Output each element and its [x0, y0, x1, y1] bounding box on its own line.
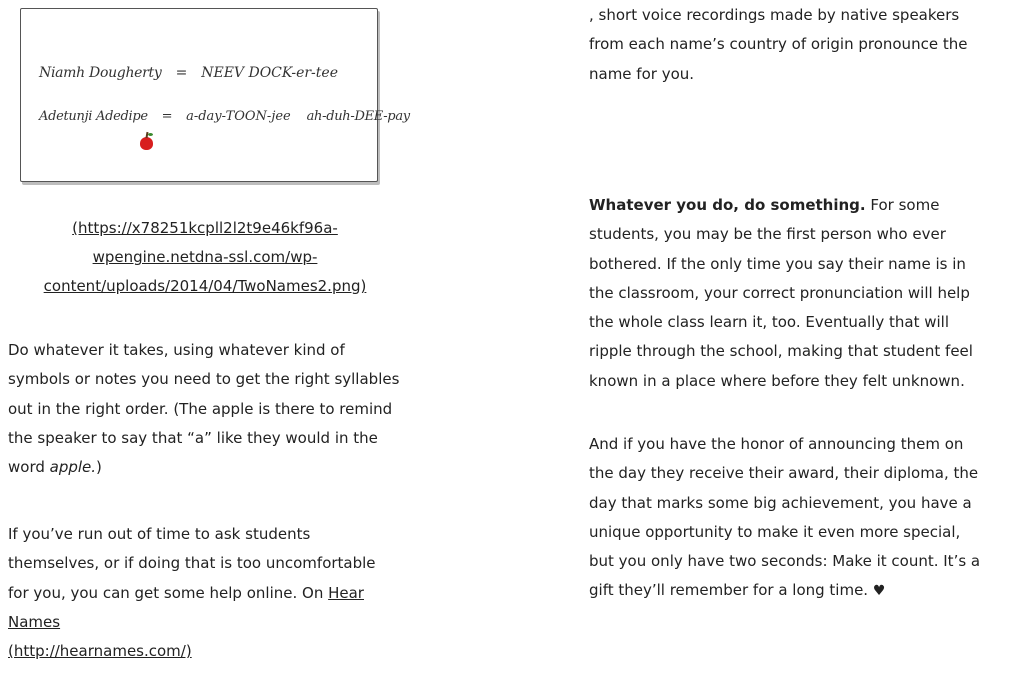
emphasis-text: apple. — [49, 458, 97, 477]
image-url-line[interactable]: (https://x78251kcpll2l2t9e46kf96a- — [72, 219, 338, 237]
paragraph — [589, 1, 969, 89]
paragraph-text: For some students, you may be the first person who ever bothered. If the only time you say their name is in the classroom, your correct pronunciation will help the whole class learn it, too. Eventually that will ripple through the school, making that student feel known in a place where before they felt unknown. — [589, 196, 973, 390]
bold-lead-text: Whatever you do, do something. — [589, 196, 866, 214]
paragraph — [8, 336, 400, 482]
pronunciation-text: NEEV DOCK-er-tee — [201, 65, 338, 81]
image-url-line[interactable]: wpengine.netdna-ssl.com/wp- — [92, 248, 318, 266]
heart-icon: ♥ — [872, 583, 886, 600]
image-url-line[interactable]: content/uploads/2014/04/TwoNames2.png) — [43, 277, 367, 295]
paragraph-text: If you’ve run out of time to ask students themselves, or if doing that is too uncomfortable for you, you can get some help online. On — [8, 525, 376, 602]
paragraph-text: Do whatever it takes, using whatever kind of symbols or notes you need to get the right syllables out in the right order. (The apple is there to remind the speaker to say that “a” like they would in the word — [8, 341, 400, 477]
pronunciation-text: ah-duh-DEE-pay — [306, 109, 410, 124]
pronunciation-row — [39, 65, 338, 81]
pronunciation-text: a-day-TOON-jee — [186, 109, 291, 124]
image-source-link[interactable] — [0, 214, 410, 301]
name-text: Adetunji Adedipe — [39, 109, 148, 124]
paragraph — [589, 430, 981, 607]
paragraph — [589, 191, 981, 396]
paragraph — [8, 520, 388, 666]
hear-names-url-link[interactable]: (http://hearnames.com/) — [8, 642, 192, 661]
equals-sign: = — [161, 109, 173, 124]
paragraph-text: And if you have the honor of announcing them on the day they receive their award, their diploma, the day that marks some big achievement, you have a unique opportunity to make it even more special, but you only have two seconds: Make it count. It’s a gift they’ll remember for a long time. — [589, 435, 981, 600]
pronunciation-row — [39, 109, 410, 124]
name-text: Niamh Dougherty — [39, 65, 162, 81]
paragraph-text: ) — [96, 458, 102, 477]
hear-names-link[interactable]: Hear Names — [8, 583, 364, 631]
paragraph-text: , short voice recordings made by native speakers from each name’s country of origin pronounce the name for you. — [589, 6, 968, 83]
equals-sign: = — [175, 65, 188, 81]
apple-icon — [140, 137, 153, 150]
pronunciation-image — [20, 8, 410, 182]
